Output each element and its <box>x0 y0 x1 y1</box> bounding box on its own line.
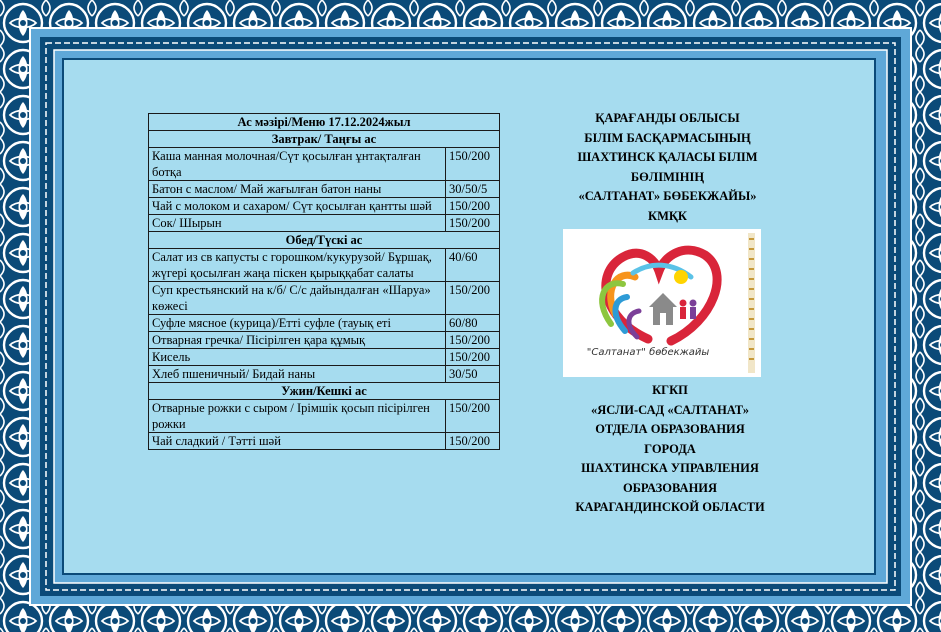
table-row <box>149 181 500 198</box>
org-kz-line: ҚАРАҒАНДЫ ОБЛЫСЫ <box>595 111 740 125</box>
dish-qty: 150/200 <box>446 282 500 315</box>
dish-qty: 150/200 <box>446 215 500 232</box>
section-row <box>149 232 500 249</box>
org-kz-line: ШАХТИНСК ҚАЛАСЫ БІЛІМ <box>577 150 758 164</box>
table-row <box>149 282 500 315</box>
section-breakfast: Завтрак/ Таңғы ас <box>149 131 500 148</box>
dish-qty: 40/60 <box>446 249 500 282</box>
dish-qty: 150/200 <box>446 148 500 181</box>
org-name-ru <box>555 381 785 518</box>
dish-name: Салат из св капусты с горошком/кукурузой/ Бұршақ, жүгері қосылған жаңа піскен қырыққабат салаты <box>149 249 446 282</box>
menu-title: Ас мәзірі/Меню 17.12.2024жыл <box>149 114 500 131</box>
dish-qty: 150/200 <box>446 433 500 450</box>
org-ru-line: ОТДЕЛА ОБРАЗОВАНИЯ <box>595 422 745 436</box>
table-row <box>149 148 500 181</box>
org-kz-line: БІЛІМ БАСҚАРМАСЫНЫҢ <box>584 130 751 145</box>
table-row <box>149 215 500 232</box>
logo-caption: "Салтанат" бөбекжайы <box>586 347 710 358</box>
org-name-kz <box>560 109 775 226</box>
org-ru-line: ОБРАЗОВАНИЯ <box>622 480 718 495</box>
section-row <box>149 383 500 400</box>
kindergarten-logo <box>563 229 761 377</box>
dish-name: Суп крестьянский на к/б/ С/с дайындалған «Шаруа» көжесі <box>149 282 446 315</box>
table-row <box>149 315 500 332</box>
org-ru-line: КАРАГАНДИНСКОЙ ОБЛАСТИ <box>575 500 765 514</box>
dish-name: Каша манная молочная/Сүт қосылған ұнтақталған ботқа <box>149 148 446 181</box>
dish-qty: 150/200 <box>446 400 500 433</box>
table-row <box>149 366 500 383</box>
dish-qty: 150/200 <box>446 332 500 349</box>
org-kz-line: «САЛТАНАТ» БӨБЕКЖАЙЫ» <box>578 189 757 203</box>
dish-name: Суфле мясное (курица)/Етті суфле (тауық еті <box>149 315 446 332</box>
table-row <box>149 349 500 366</box>
dish-name: Отварные рожки с сыром / Ірімшік қосып пісірілген рожки <box>149 400 446 433</box>
dish-qty: 30/50 <box>446 366 500 383</box>
section-dinner: Ужин/Кешкі ас <box>149 383 500 400</box>
org-ru-line: «ЯСЛИ-САД «САЛТАНАТ» <box>590 402 749 417</box>
dish-name: Чай с молоком и сахаром/ Сүт қосылған қантты шәй <box>149 198 446 215</box>
table-row <box>149 400 500 433</box>
dish-name: Кисель <box>149 349 446 366</box>
table-row <box>149 433 500 450</box>
table-row <box>149 198 500 215</box>
dish-name: Батон с маслом/ Май жағылған батон наны <box>149 181 446 198</box>
section-row <box>149 131 500 148</box>
menu-table <box>148 113 500 450</box>
dish-qty: 60/80 <box>446 315 500 332</box>
section-lunch: Обед/Түскі ас <box>149 232 500 249</box>
dish-name: Чай сладкий / Тәтті шәй <box>149 433 446 450</box>
dish-name: Хлеб пшеничный/ Бидай наны <box>149 366 446 383</box>
org-ru-line: ГОРОДА <box>644 441 696 456</box>
dish-qty: 150/200 <box>446 349 500 366</box>
dish-qty: 30/50/5 <box>446 181 500 198</box>
org-ru-line: КГКП <box>652 383 688 397</box>
dish-qty: 150/200 <box>446 198 500 215</box>
org-ru-line: ШАХТИНСКА УПРАВЛЕНИЯ <box>581 461 759 475</box>
org-kz-line: БӨЛІМІНІҢ <box>630 169 705 184</box>
dish-name: Сок/ Шырын <box>149 215 446 232</box>
dish-name: Отварная гречка/ Пісірілген қара құмық <box>149 332 446 349</box>
org-kz-line: КМҚК <box>648 208 687 223</box>
table-row <box>149 332 500 349</box>
table-row <box>149 249 500 282</box>
menu-title-row <box>149 114 500 131</box>
